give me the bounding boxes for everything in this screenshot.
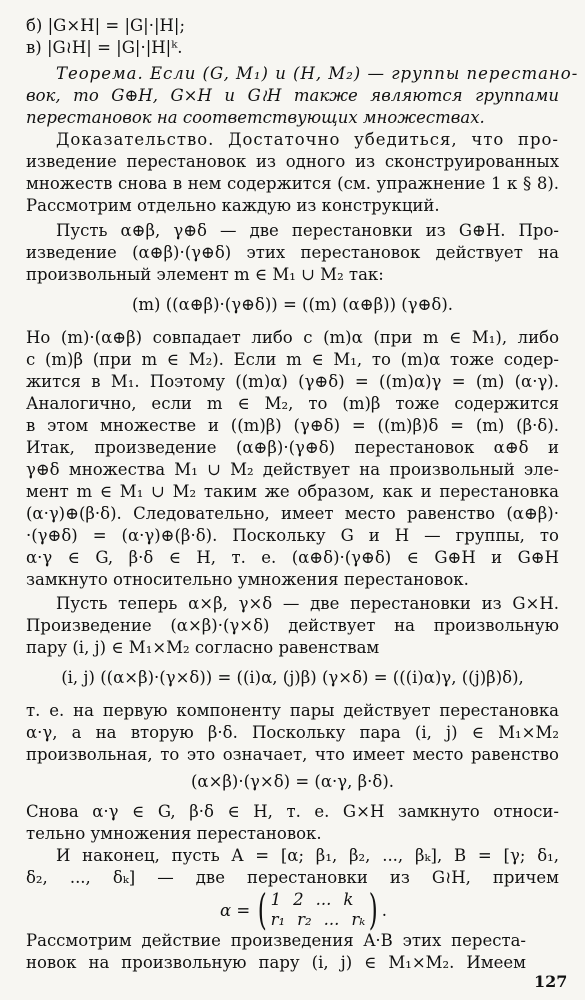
matrix-cell: ... xyxy=(323,910,340,929)
left-paren: ( xyxy=(257,885,267,934)
para-sum2-line-12: замкнуто относительно умножения перестановок. xyxy=(26,570,469,589)
para-sum2-line-7: γ⊕δ множества M₁ ∪ M₂ действует на произвольный эле- xyxy=(26,460,559,479)
matrix-row-2 xyxy=(271,910,366,930)
para-sum2-line-3: жится в M₁. Поэтому ((m)α) (γ⊕δ) = ((m)α)γ = (m) (α·γ). xyxy=(26,372,559,391)
para-wreath-line-1: И наконец, пусть A = [α; β₁, β₂, ..., βₖ], B = [γ; δ₁, xyxy=(56,846,559,865)
para-sum2-line-6: Итак, произведение (α⊕β)·(γ⊕δ) перестановок α⊕δ и xyxy=(26,438,559,457)
para-prod2-line-1: т. е. на первую компоненту пары действует перестановка xyxy=(26,701,559,720)
matrix-cell: r₁ xyxy=(270,910,286,929)
para-sum-line-3: произвольный элемент m ∈ M₁ ∪ M₂ так: xyxy=(26,265,384,284)
matrix-cell: 2 xyxy=(293,890,304,909)
para-closure-line-2: тельно умножения перестановок. xyxy=(26,824,322,843)
para-final-line-2: новок на произвольную пару (i, j) ∈ M₁×M₂. Имеем xyxy=(26,953,526,972)
text-line-1: б) |G×H| = |G|·|H|; xyxy=(26,16,186,35)
proof-line-1: Доказательство. Достаточно убедиться, что про- xyxy=(56,130,559,149)
theorem-line-3: перестановок на соответствующих множествах. xyxy=(26,108,485,127)
formula-sum: (m) ((α⊕β)·(γ⊕δ)) = ((m) (α⊕β)) (γ⊕δ). xyxy=(131,295,454,314)
para-sum2-line-1: Но (m)·(α⊕β) совпадает либо с (m)α (при m ∈ M₁), либо xyxy=(26,328,559,347)
para-sum2-line-4: Аналогично, если m ∈ M₂, то (m)β тоже содержится xyxy=(26,394,559,413)
matrix-rows xyxy=(271,890,366,930)
para-sum2-line-8: мент m ∈ M₁ ∪ M₂ таким же образом, как и перестановка xyxy=(26,482,559,501)
page-number: 127 xyxy=(534,972,568,991)
para-final-line-1: Рассмотрим действие произведения A·B этих переста- xyxy=(26,931,526,950)
formula-prod: (i, j) ((α×β)·(γ×δ)) = ((i)α, (j)β) (γ×δ) = (((i)α)γ, ((j)β)δ), xyxy=(61,668,524,687)
para-sum2-line-11: α·γ ∈ G, β·δ ∈ H, т. е. (α⊕δ)·(γ⊕δ) ∈ G⊕H и G⊕H xyxy=(26,548,559,567)
matrix-cell: r₂ xyxy=(297,910,312,929)
matrix-end: . xyxy=(381,900,387,920)
para-sum2-line-5: в этом множестве и ((m)β) (γ⊕δ) = ((m)β)δ = (m) (β·δ). xyxy=(26,416,559,435)
matrix-cell: rₖ xyxy=(351,910,366,929)
matrix-row-1 xyxy=(271,890,366,910)
matrix-cell: 1 xyxy=(270,890,282,909)
para-sum2-line-10: ·(γ⊕δ) = (α·γ)⊕(β·δ). Поскольку G и H — группы, то xyxy=(26,526,559,545)
proof-line-2: изведение перестановок из одного из сконструированных xyxy=(26,152,559,171)
text-line-2: в) |G≀H| = |G|·|H|ᵏ. xyxy=(26,38,183,57)
formula-prod-result: (α×β)·(γ×δ) = (α·γ, β·δ). xyxy=(190,772,394,791)
para-prod2-line-2: α·γ, а на вторую β·δ. Поскольку пара (i, j) ∈ M₁×M₂ xyxy=(26,723,559,742)
matrix-cell: ... xyxy=(315,890,332,909)
matrix-lhs: α = xyxy=(220,900,251,920)
para-sum-line-1: Пусть α⊕β, γ⊕δ — две перестановки из G⊕H. Про- xyxy=(56,221,559,240)
para-sum2-line-9: (α·γ)⊕(β·δ). Следовательно, имеет место равенство (α⊕β)· xyxy=(26,504,559,523)
theorem-line-1: Теорема. Если (G, M₁) и (H, M₂) — группы перестано- xyxy=(56,64,579,83)
proof-line-3: множеств снова в нем содержится (см. упражнение 1 к § 8). xyxy=(26,174,559,193)
para-closure-line-1: Снова α·γ ∈ G, β·δ ∈ H, т. е. G×H замкнуто относи- xyxy=(26,802,559,821)
para-wreath-line-2: δ₂, ..., δₖ] — две перестановки из G≀H, причем xyxy=(26,868,559,887)
proof-line-4: Рассмотрим отдельно каждую из конструкций. xyxy=(26,196,440,215)
theorem-line-2: вок, то G⊕H, G×H и G≀H также являются группами xyxy=(26,86,559,105)
permutation-matrix xyxy=(220,885,387,934)
para-prod-line-1: Пусть теперь α×β, γ×δ — две перестановки из G×H. xyxy=(56,594,559,613)
para-prod2-line-3: произвольная, то это означает, что имеет место равенство xyxy=(26,745,559,764)
para-prod-line-3: пару (i, j) ∈ M₁×M₂ согласно равенствам xyxy=(26,638,380,657)
para-sum-line-2: изведение (α⊕β)·(γ⊕δ) этих перестановок действует на xyxy=(26,243,559,262)
right-paren: ) xyxy=(368,885,378,934)
para-sum2-line-2: с (m)β (при m ∈ M₂). Если m ∈ M₁, то (m)α тоже содер- xyxy=(26,350,559,369)
matrix-cell: k xyxy=(343,890,354,909)
para-prod-line-2: Произведение (α×β)·(γ×δ) действует на произвольную xyxy=(26,616,559,635)
